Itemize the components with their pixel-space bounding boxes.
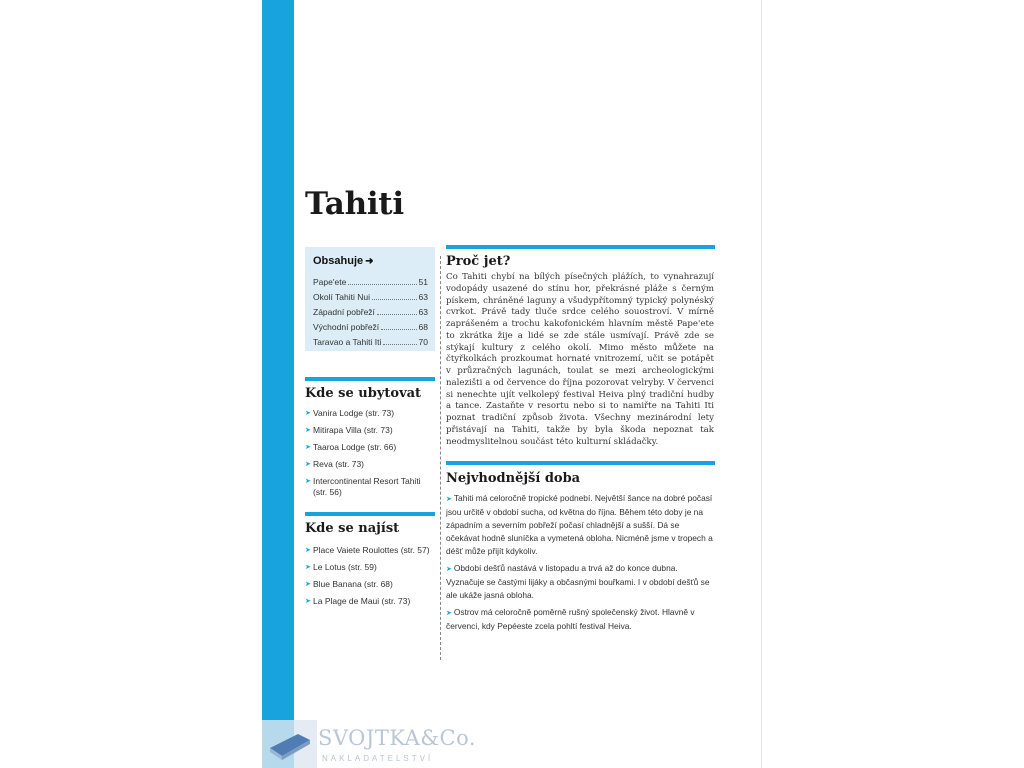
stay-heading: Kde se ubytovat bbox=[305, 386, 422, 401]
toc-heading bbox=[313, 255, 428, 267]
list-item[interactable] bbox=[305, 459, 435, 470]
list-item-label: Vanira Lodge (str. 73) bbox=[313, 408, 395, 418]
list-item-label: La Plage de Maui (str. 73) bbox=[313, 596, 411, 606]
arrow-bullet-icon: ➤ bbox=[446, 610, 452, 617]
why-heading: Proč jet? bbox=[446, 254, 511, 269]
section-bar bbox=[446, 461, 715, 465]
arrow-bullet-icon: ➤ bbox=[305, 564, 311, 571]
arrow-bullet-icon: ➤ bbox=[305, 461, 311, 468]
arrow-bullet-icon: ➤ bbox=[305, 427, 311, 434]
leader-dots bbox=[372, 299, 417, 300]
leader-dots bbox=[381, 329, 416, 330]
toc-item-label: Východní pobřeží bbox=[313, 322, 380, 332]
list-item-label: Blue Banana (str. 68) bbox=[313, 579, 393, 589]
column-divider bbox=[440, 256, 441, 660]
toc-item[interactable] bbox=[313, 275, 428, 290]
eat-heading: Kde se najíst bbox=[305, 521, 400, 536]
section-bar bbox=[305, 512, 435, 516]
toc-box bbox=[305, 247, 435, 351]
list-item[interactable] bbox=[305, 476, 435, 498]
why-paragraph: Co Tahiti chybí na bílých písečných plážích, to vynahrazují vodopády usazené do stínu hor, překrásné pláže s černým pískem, chráněné laguny a všudypřítomný typický polynéský cvrkot. Právě tady tluče srdce celého souostroví. V mírně zaprášeném a trochu kakofonickém hlavním městě Pape'ete to zkrátka žije a lidé se zde stále usmívají. Právě zde se stýkají kultury z celého okolí. Mimo město můžete na čtyřkolkách prozkoumat hornaté vnitrozemí, učit se potápět v průzračných lagunách, toulat se mezi archeologickými nalezišti a od července do října pozorovat velryby. V červenci si nenechte ujít velkolepý festival Heiva plný tradiční hudby a tance. Zastaňte v resortu nebo si to namiřte na Tahiti Iti poznat tradiční způsob života. Všechny mezinárodní lety přistávají na Tahiti, takže by byla škoda nepoznat tak neodmyslitelnou součást této kulturní skládačky. bbox=[446, 272, 714, 447]
best-time-list bbox=[446, 492, 714, 637]
toc-item-page: 51 bbox=[418, 277, 428, 287]
section-bar bbox=[305, 377, 435, 381]
arrow-bullet-icon: ➤ bbox=[446, 566, 452, 573]
list-item[interactable] bbox=[305, 442, 435, 453]
section-bar bbox=[446, 245, 715, 249]
arrow-bullet-icon: ➤ bbox=[305, 444, 311, 451]
list-item[interactable] bbox=[305, 596, 435, 607]
arrow-bullet-icon: ➤ bbox=[305, 581, 311, 588]
list-item-label: Reva (str. 73) bbox=[313, 459, 365, 469]
list-item[interactable] bbox=[305, 579, 435, 590]
toc-heading-label: Obsahuje bbox=[313, 255, 364, 267]
logo-name: SVOJTKA&Co. bbox=[318, 726, 477, 750]
leader-dots bbox=[383, 344, 416, 345]
toc-item-page: 70 bbox=[418, 337, 428, 347]
eat-list bbox=[305, 545, 435, 613]
arrow-bullet-icon: ➤ bbox=[305, 478, 311, 485]
list-item bbox=[446, 492, 714, 558]
publisher-logo bbox=[262, 720, 477, 768]
best-time-heading: Nejvhodnější doba bbox=[446, 471, 581, 486]
list-item[interactable] bbox=[305, 545, 435, 556]
list-item bbox=[446, 606, 714, 633]
toc-item-label: Taravao a Tahiti Iti bbox=[313, 337, 382, 347]
toc-item-page: 63 bbox=[418, 307, 428, 317]
toc-item[interactable] bbox=[313, 320, 428, 335]
arrow-bullet-icon: ➤ bbox=[305, 410, 311, 417]
list-item[interactable] bbox=[305, 425, 435, 436]
list-item bbox=[446, 562, 714, 602]
list-item-label: Le Lotus (str. 59) bbox=[313, 562, 377, 572]
toc-item-label: Západní pobřeží bbox=[313, 307, 375, 317]
toc-item[interactable] bbox=[313, 335, 428, 350]
logo-subtitle: NAKLADATELSTVÍ bbox=[322, 754, 434, 763]
leader-dots bbox=[377, 314, 417, 315]
list-item-text: Tahiti má celoročně tropické podnebí. Největší šance na dobré počasí jsou určitě v období sucha, od května do října. Během této doby je na západním a severním pobřeží počasí chladnější a sušší. Dá se očekávat hodně sluníčka a vymetená obloha. Nicméně jsme v tropech a déšť může přijít kdykoliv. bbox=[446, 493, 713, 556]
page-title: Tahiti bbox=[305, 186, 404, 222]
list-item-label: Place Vaiete Roulottes (str. 57) bbox=[313, 545, 430, 555]
toc-item[interactable] bbox=[313, 290, 428, 305]
arrow-bullet-icon: ➤ bbox=[305, 598, 311, 605]
list-item-label: Mitirapa Villa (str. 73) bbox=[313, 425, 393, 435]
arrow-bullet-icon: ➤ bbox=[305, 547, 311, 554]
book-logo-icon bbox=[268, 728, 312, 762]
list-item-label: Intercontinental Resort Tahiti (str. 56) bbox=[313, 476, 421, 497]
arrow-right-icon: ➜ bbox=[365, 256, 374, 267]
list-item-text: Ostrov má celoročně poměrně rušný společenský život. Hlavně v červenci, kdy Pepéeste zcela pohltí festival Heiva. bbox=[446, 607, 695, 631]
list-item[interactable] bbox=[305, 408, 435, 419]
list-item-label: Taaroa Lodge (str. 66) bbox=[313, 442, 397, 452]
list-item-text: Období dešťů nastává v listopadu a trvá až do konce dubna. Vyznačuje se častými lijáky a občasnými bouřkami. I v období dešťů se ale ukáže jasná obloha. bbox=[446, 563, 710, 600]
toc-item-page: 68 bbox=[418, 322, 428, 332]
toc-item-page: 63 bbox=[418, 292, 428, 302]
page-edge bbox=[761, 0, 762, 768]
stay-list bbox=[305, 408, 435, 504]
toc-item[interactable] bbox=[313, 305, 428, 320]
side-color-stripe bbox=[262, 0, 294, 768]
list-item[interactable] bbox=[305, 562, 435, 573]
leader-dots bbox=[348, 284, 416, 285]
arrow-bullet-icon: ➤ bbox=[446, 496, 452, 503]
toc-item-label: Pape'ete bbox=[313, 277, 347, 287]
toc-item-label: Okolí Tahiti Nui bbox=[313, 292, 371, 302]
